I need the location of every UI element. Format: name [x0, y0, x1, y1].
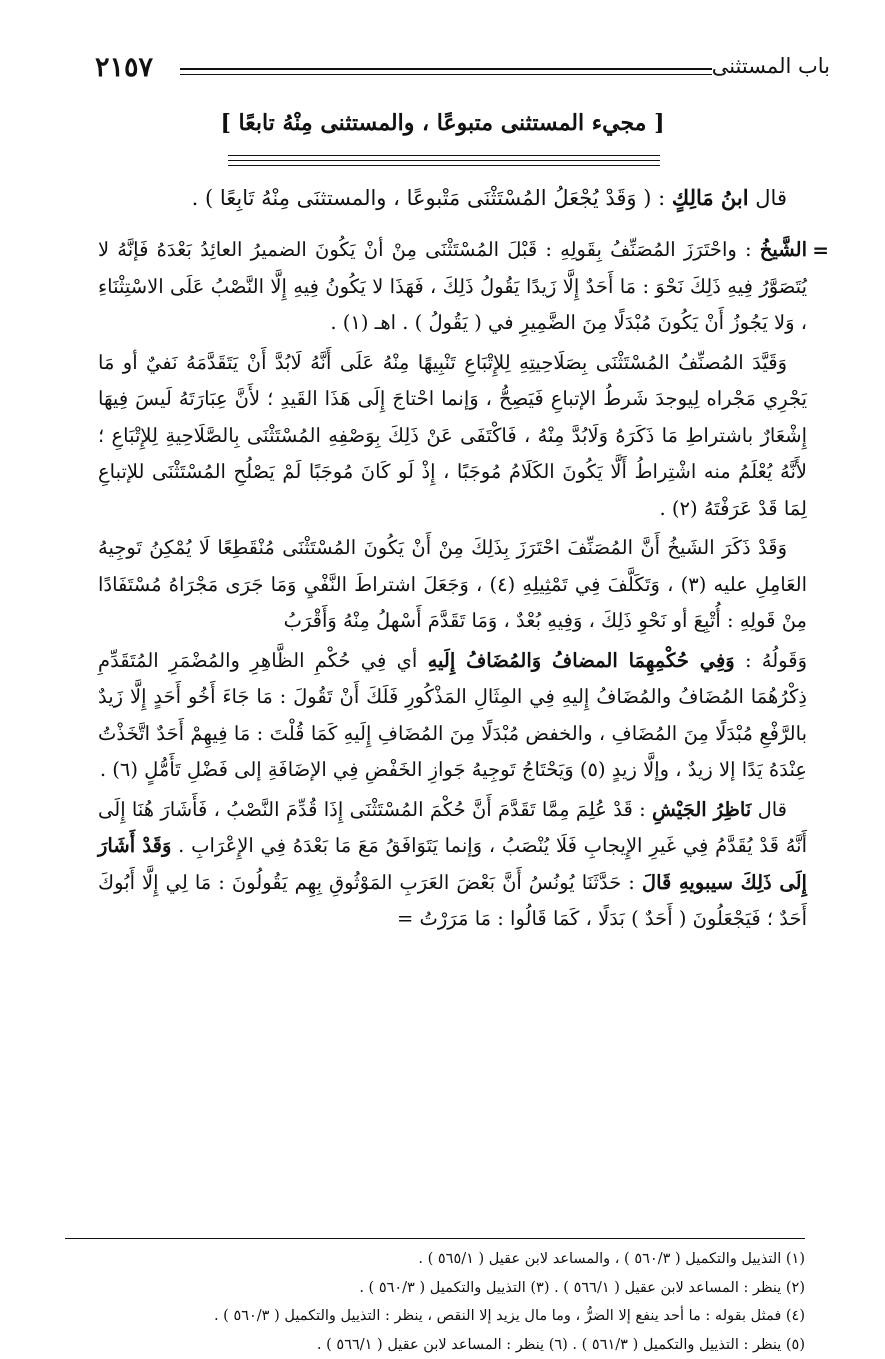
paragraph-4: [98, 643, 807, 789]
paragraph-bold: وَفِي حُكْمِهِمَا المضافُ وَالمُضَافُ إِلَيهِ: [428, 649, 735, 672]
paragraph-text: : واحْتَرَزَ المُصَنِّفُ بِقَولِهِ : قَبْلَ المُسْتَثْنَى مِنْ أنْ يَكُونَ الضميرُ العائِدُ بَعْدَهُ فَإنَّهُ لا يُتَصَوَّرُ فِيهِ ذَلِكَ نَحْوَ : مَا أَحَدٌ إِلَّا زَيدًا يَقُولُ ذَلِكَ ، فَهَذَا لا يَكُونُ فِيهِ إِلَّا النَّصْبُ عَلَى الاسْتِثْنَاءِ ، وَلا يَجُوزُ أَنْ يَكُونَ مُبْدَلًا مِنَ الضَّمِيرِ في ( يَقُولُ ) . اهـ (١) .: [98, 238, 807, 334]
section-title: [ مجيء المستثنى متبوعًا ، والمستثنى مِنْهُ تابعًا ]: [0, 110, 885, 136]
footnote-line: (٥) ينظر : التذييل والتكميل ( ٥٦١/٣ ) . (٦) ينظر : المساعد لابن عقيل ( ٥٦٦/١ ) .: [65, 1331, 805, 1359]
title-underline: [228, 155, 660, 170]
paragraph-text: وَقَدْ ذَكَرَ الشَيخُ أَنَّ المُصَنِّفَ احْتَرَزَ بِذَلِكَ مِنْ أَنْ يَكُونَ المُسْتَثْنَى مُنْقَطِعًا لَا يُمْكِنُ تَوجِيهُ العَامِلِ عليه (٣) ، وَتَكَلَّفَ فِي تَمْثِيلِهِ (٤) ، وَجَعَلَ اشتراطَ النَّفْيِ وَمَا جَرَى مَجْرَاهُ مُسْتَفَادًا مِنْ قَولِهِ : أُتْبِعَ أو نَحْوِ ذَلِكَ ، وَفِيهِ بُعْدٌ ، وَمَا تَقَدَّمَ أَسْهلُ مِنْهُ وَأَقْرَبُ: [98, 536, 807, 632]
paragraph-lead: الشَّيخُ: [760, 238, 807, 261]
paragraph-5: [98, 792, 807, 938]
paragraph-text: وَقَيَّدَ المُصنِّفُ المُسْتَثْنَى بِصَلَاحِيتِهِ لِلإِتْبَاعِ تَنْبِيهًا مِنْهُ عَلَى أَنَّهُ لَابُدَّ أَنْ يَتَقَدَّمَهُ نَفيٌ أو مَا يَجْرِي مَجْراه لِيوجدَ شَرطُ الإتباعِ فَيَصِحُّ ، وَإنما احْتاجَ إِلَى هَذَا القَيدِ ؛ لأَنَّ عِبَارَتَهُ لَيسَ فِيهَا إِشْعَارٌ باشتراطِ مَا ذَكَرَهُ وَلَابُدَّ مِنْهُ ، فَاكْتَفَى عَنْ ذَلِكَ بِوَصْفِهِ المُسْتَثْنَى بِالصَّلَاحِيةِ لِلإِتْبَاعِ ؛ لأَنَّهُ يُعْلَمُ منه اشْتِراطُ أَلَّا يَكُونَ الكَلَامُ مُوجَبًا ، إِذْ لَو كَانَ مُوجَبًا لَمْ يَصْلُحِ المُسْتَثْنَى للإتباعِ لِمَا قَدْ عَرَفْتَهُ (٢) .: [98, 351, 807, 520]
footnote-line: (٤) فمثل بقوله : ما أحد ينفع إلا الضرُّ ، وما مال يزيد إلا النقص ، ينظر : التذييل والتكميل ( ٥٦٠/٣ ) .: [65, 1302, 805, 1331]
paragraph-text-pre: وَقَولُهُ :: [745, 649, 807, 672]
quote-prefix: قال: [755, 186, 787, 210]
quote-text: : ( وَقَدْ يُجْعَلُ المُسْتَثْنَى مَتْبوعًا ، والمستثنَى مِنْهُ تَابِعًا ) .: [192, 186, 666, 210]
chapter-name: باب المستثنى: [712, 54, 830, 78]
paragraph-text: أي فِي حُكْمِ الظَّاهِرِ والمُضْمَرِ المُتَقَدِّمِ ذِكْرُهُمَا المُضَافُ والمُضَافُ إِليهِ فِي المِثَالِ المَذْكُورِ فَلَكَ أَنْ تَقُولَ : مَا جَاءَ أَخُو أَحَدٍ إِلَّا زَيدٌ بالرَّفْعِ مُبْدَلًا مِنَ المُضَافِ ، والخفض مُبْدَلًا مِنَ المُضَافِ إِلَيهِ كَمَا قُلْتَ : مَا فِيهِمْ أَحَدٌ اتَّخَذْتُ عِنْدَهُ يَدًا إلا زيدٌ ، وإلَّا زيدٍ (٥) وَيَحْتَاجُ تَوجِيهُ جَوازِ الخَفْضِ فِي الإضَافَةِ إلى فَضْلِ تَأَمُّلٍ (٦) .: [98, 649, 807, 782]
paragraph-text-pre: : قَدْ عُلِمَ مِمَّا تَقَدَّمَ أَنَّ حُكْمَ المُسْتَثْنَى إِذَا قُدِّمَ النَّصْبُ ، فَأَشَارَ هُنَا إِلَى أَنَّهُ قَدْ يُقَدَّمُ فِي غَيرِ الإِيجابِ فَلَا يُنْصَبُ ، وَإنما يَتَوَافَقُ مَعَ مَا بَعْدَهُ فِي الإِعْرَابِ .: [98, 798, 807, 858]
continuation-mark: =: [812, 232, 829, 269]
paragraph-bold: وَقَدْ أَشَارَ إِلَى ذَلِكَ سيبويهِ قَالَ: [98, 834, 807, 894]
paragraph-lead-prefix: قال: [758, 798, 787, 821]
paragraph-lead: نَاظِرُ الجَيْشِ: [652, 798, 751, 821]
paragraph-1: [98, 232, 807, 342]
footnotes: [65, 1245, 805, 1359]
quote-author: ابنُ مَالِكٍ: [672, 185, 749, 210]
footnote-line: (٢) ينظر : المساعد لابن عقيل ( ٥٦٦/١ ) . (٣) التذييل والتكميل ( ٥٦٠/٣ ) .: [65, 1274, 805, 1303]
paragraph-text: : حَدَّثَنَا يُونُسُ أَنَّ بَعْضَ العَرَبِ المَوْثُوقِ بِهِم يَقُولُونَ : مَا لِي إِلَّا أَبُوكَ أَحَدٌ ؛ فَيَجْعَلُونَ ( أَحَدٌ ) بَدَلًا ، كَمَا قَالُوا : مَا مَرَرْتُ =: [98, 871, 807, 931]
paragraph-2: [98, 345, 807, 528]
footnote-line: (١) التذييل والتكميل ( ٥٦٠/٣ ) ، والمساعد لابن عقيل ( ٥٦٥/١ ) .: [65, 1245, 805, 1274]
quote-paragraph: [98, 178, 807, 218]
page-number: ٢١٥٧: [95, 52, 153, 83]
running-header: [95, 52, 830, 92]
header-rule: [180, 68, 712, 75]
main-text: [98, 178, 807, 941]
footnote-divider: [65, 1238, 805, 1239]
paragraph-3: [98, 530, 807, 640]
